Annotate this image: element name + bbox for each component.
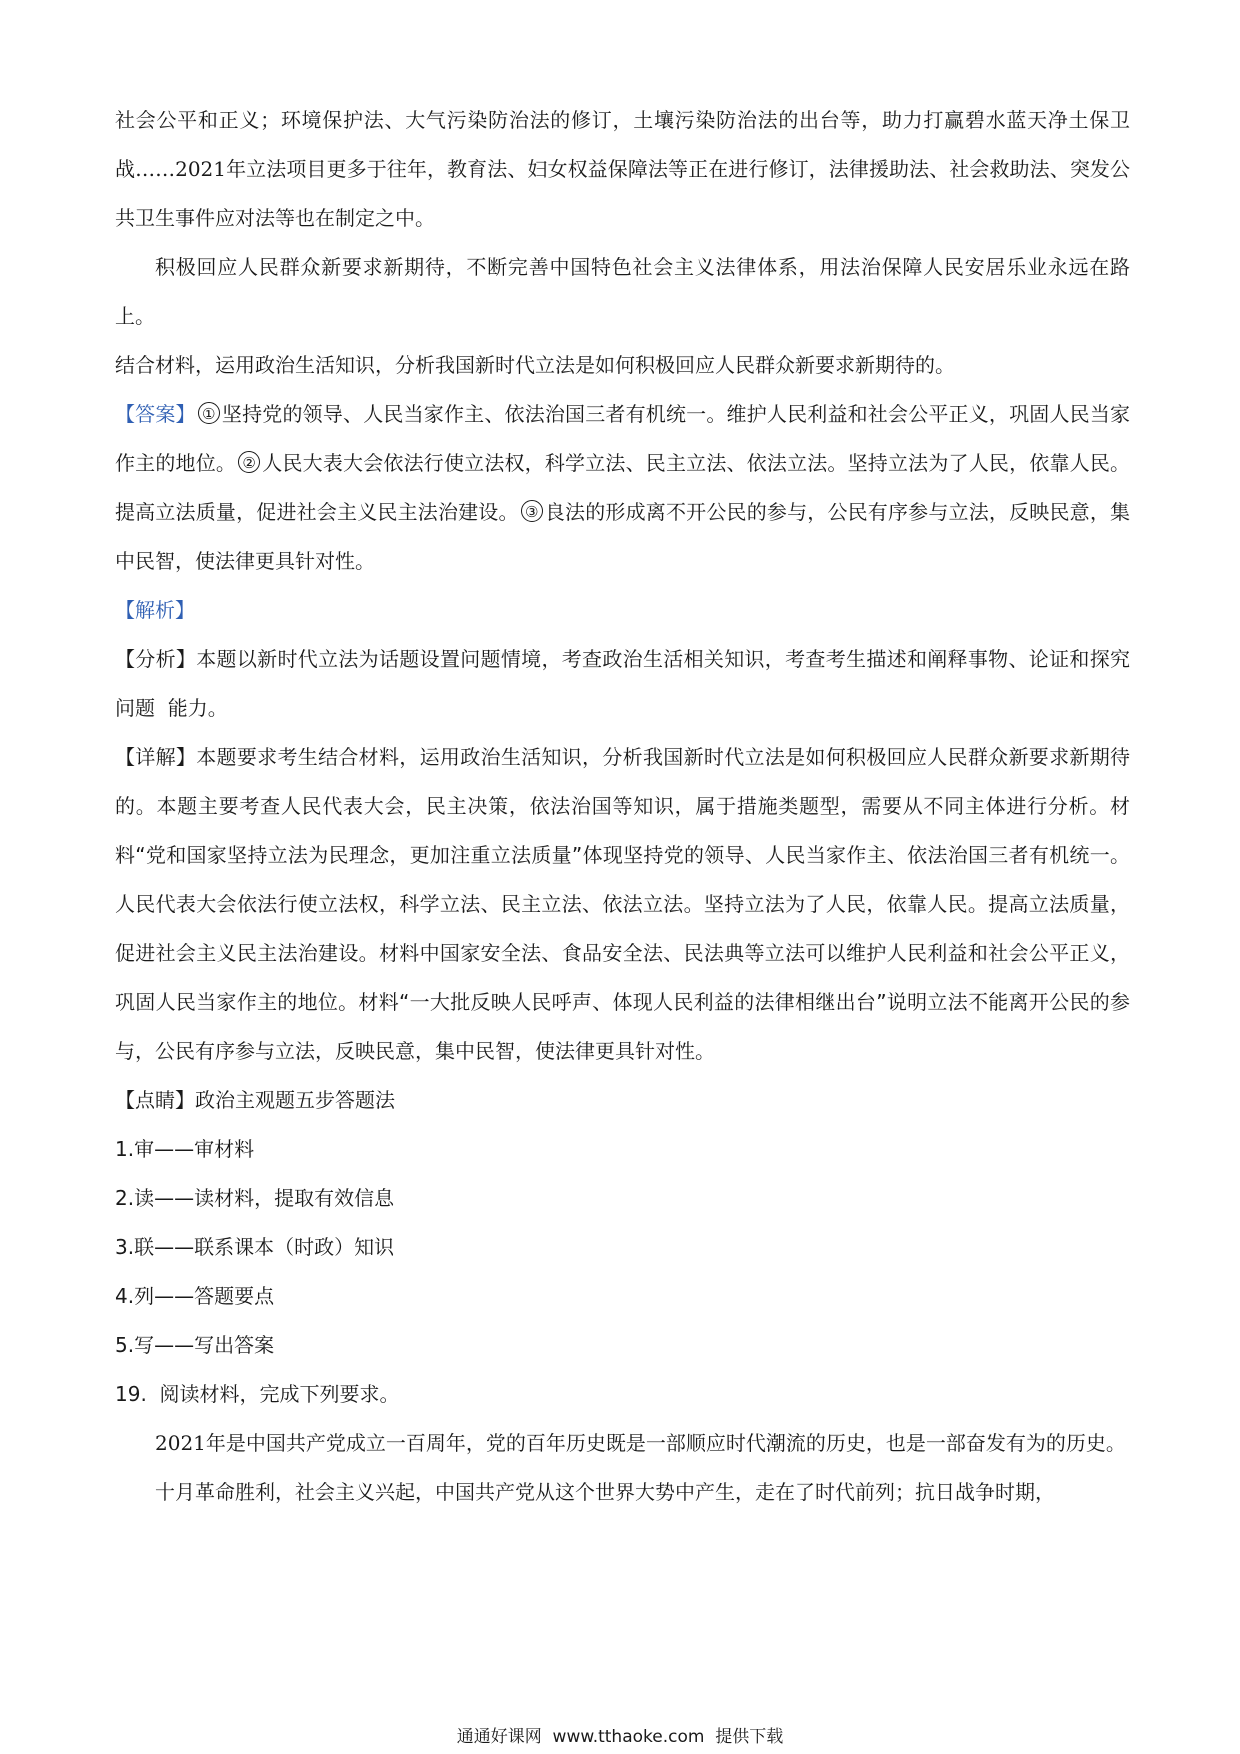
question-text: 结合材料，运用政治生活知识，分析我国新时代立法是如何积极回应人民群众新要求新期待的。: [115, 353, 955, 377]
fenxi-text: 本题以新时代立法为话题设置问题情境，考查政治生活相关知识，考查考生描述和阐释事物、论证和探究问题 能力。: [115, 647, 1131, 720]
dianjing-text: 政治主观题五步答题法: [195, 1088, 395, 1112]
step-item: 3.联——联系课本（时政）知识: [115, 1235, 395, 1259]
material-paragraph: 社会公平和正义；环境保护法、大气污染防治法的修订，土壤污染防治法的出台等，助力打赢碧水蓝天净土保卫战……2021年立法项目更多于往年，教育法、妇女权益保障法等正在进行修订，法律援助法、社会救助法、突发公共卫生事件应对法等也在制定之中。: [115, 108, 1130, 230]
step-item: 5.写——写出答案: [115, 1333, 275, 1357]
xiangjie-block: [115, 733, 1130, 1076]
step-item: 1.审——审材料: [115, 1137, 255, 1161]
analysis-tag: 【解析】: [115, 598, 195, 622]
answer-block: [115, 390, 1130, 586]
page-footer: 通通好课网 www.tthaoke.com 提供下载: [456, 1727, 784, 1747]
step-item: 2.读——读材料，提取有效信息: [115, 1186, 395, 1210]
dianjing-block: [115, 1076, 1130, 1125]
dianjing-tag: 【点睛】: [115, 1088, 195, 1112]
step-item: 4.列——答题要点: [115, 1284, 275, 1308]
answer-point-3: 良法的形成离不开公民的参与，公民有序参与立法，反映民意，集中民智，使法律更具针对性。: [115, 500, 1131, 573]
answer-point-1: 坚持党的领导、人民当家作主、依法治国三者有机统一。维护人民利益和社会公平正义，巩固人民当家作主的地位。: [115, 402, 1131, 475]
xiangjie-text: 本题要求考生结合材料，运用政治生活知识，分析我国新时代立法是如何积极回应人民群众新要求新期待的。本题主要考查人民代表大会，民主决策，依法治国等知识，属于措施类题型，需要从不同主体进行分析。材料“党和国家坚持立法为民理念，更加注重立法质量”体现坚持党的领导、人民当家作主、依法治国三者有机统一。人民代表大会依法行使立法权，科学立法、民主立法、依法立法。坚持立法为了人民，依靠人民。提高立法质量，促进社会主义民主法治建设。材料中国家安全法、食品安全法、民法典等立法可以维护人民利益和社会公平正义，巩固人民当家作主的地位。材料“一大批反映人民呼声、体现人民利益的法律相继出台”说明立法不能离开公民的参与，公民有序参与立法，反映民意，集中民智，使法律更具针对性。: [115, 745, 1131, 1063]
answer-tag: 【答案】: [115, 402, 196, 426]
xiangjie-tag: 【详解】: [115, 745, 197, 769]
question-19-material: 十月革命胜利，社会主义兴起，中国共产党从这个世界大势中产生，走在了时代前列；抗日战争时期，: [155, 1480, 1055, 1504]
document-page: [115, 96, 1130, 1517]
circled-number-1: ①: [198, 402, 220, 424]
circled-number-2: ②: [238, 451, 260, 473]
fenxi-tag: 【分析】: [115, 647, 197, 671]
answer-point-2: 人民大表大会依法行使立法权，科学立法、民主立法、依法立法。坚持立法为了人民，依靠人民。提高立法质量，促进社会主义民主法治建设。: [115, 451, 1131, 524]
circled-number-3: ③: [521, 500, 543, 522]
question-19-stem: 19. 阅读材料，完成下列要求。: [115, 1382, 400, 1406]
material-paragraph: 积极回应人民群众新要求新期待，不断完善中国特色社会主义法律体系，用法治保障人民安居乐业永远在路上。: [115, 255, 1130, 328]
question-19-material: 2021年是中国共产党成立一百周年，党的百年历史既是一部顺应时代潮流的历史，也是一部奋发有为的历史。: [155, 1431, 1126, 1455]
analysis-heading: [115, 586, 1130, 635]
fenxi-block: [115, 635, 1130, 733]
